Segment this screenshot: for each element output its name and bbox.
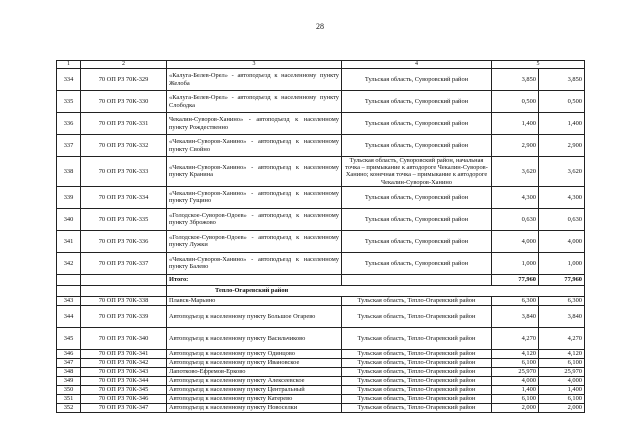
row-number: 351 <box>57 394 81 403</box>
section-title: Тепло-Огаревский район <box>167 285 585 296</box>
table-row <box>57 403 585 412</box>
road-code: 70 ОП РЗ 70К-335 <box>81 208 167 230</box>
road-name: «Чекалин-Суворов-Ханино» - автоподъезд к населенному пункту Кранина <box>167 157 342 187</box>
road-name: «Чекалин-Суворов-Ханино» - автоподъезд к населенному пункту Свойно <box>167 135 342 157</box>
total-row <box>57 274 585 285</box>
length-total-km: 2,000 <box>539 403 585 412</box>
road-code: 70 ОП РЗ 70К-336 <box>81 230 167 252</box>
road-name: Автоподъезд к населенному пункту Васильчиково <box>167 327 342 349</box>
row-number: 352 <box>57 403 81 412</box>
table-row <box>57 113 585 135</box>
road-code: 70 ОП РЗ 70К-330 <box>81 91 167 113</box>
page-number: 28 <box>316 22 324 31</box>
column-number: 4 <box>342 61 492 69</box>
row-number: 347 <box>57 358 81 367</box>
road-name: Автоподъезд к населенному пункту Алексеевское <box>167 376 342 385</box>
road-location: Тульская область, Суворовский район <box>342 252 492 274</box>
length-total-km: 4,000 <box>539 230 585 252</box>
road-location: Тульская область, Суворовский район <box>342 91 492 113</box>
length-km: 1,000 <box>492 252 539 274</box>
row-number: 335 <box>57 91 81 113</box>
length-total-km: 1,400 <box>539 385 585 394</box>
road-code: 70 ОП РЗ 70К-343 <box>81 367 167 376</box>
length-km: 0,500 <box>492 91 539 113</box>
row-number: 349 <box>57 376 81 385</box>
length-km: 3,850 <box>492 69 539 91</box>
column-number: 1 <box>57 61 81 69</box>
row-number: 334 <box>57 69 81 91</box>
empty-cell <box>57 274 81 285</box>
table-row <box>57 305 585 327</box>
road-code: 70 ОП РЗ 70К-334 <box>81 186 167 208</box>
length-km: 4,300 <box>492 186 539 208</box>
road-name: Автоподъезд к населенному пункту Большое Огарево <box>167 305 342 327</box>
road-code: 70 ОП РЗ 70К-342 <box>81 358 167 367</box>
column-number-row <box>57 61 585 69</box>
row-number: 344 <box>57 305 81 327</box>
length-total-km: 4,300 <box>539 186 585 208</box>
road-code: 70 ОП РЗ 70К-339 <box>81 305 167 327</box>
empty-cell <box>81 274 167 285</box>
length-km: 1,400 <box>492 113 539 135</box>
length-km: 0,630 <box>492 208 539 230</box>
road-location: Тульская область, Тепло-Огаревский район <box>342 358 492 367</box>
table-row <box>57 135 585 157</box>
length-km: 3,840 <box>492 305 539 327</box>
table-row <box>57 296 585 305</box>
table-row <box>57 157 585 187</box>
road-name: «Калуга-Белев-Орел» - автоподъезд к населенному пункту Слободка <box>167 91 342 113</box>
road-code: 70 ОП РЗ 70К-341 <box>81 349 167 358</box>
road-location: Тульская область, Тепло-Огаревский район <box>342 385 492 394</box>
row-number: 336 <box>57 113 81 135</box>
road-name: Автоподъезд к населенному пункту Центральный <box>167 385 342 394</box>
road-location: Тульская область, Суворовский район <box>342 208 492 230</box>
road-location: Тульская область, Тепло-Огаревский район <box>342 327 492 349</box>
length-km: 1,400 <box>492 385 539 394</box>
road-name: Автоподъезд к населенному пункту Новоселки <box>167 403 342 412</box>
table-row <box>57 327 585 349</box>
length-total-km: 6,300 <box>539 296 585 305</box>
road-location: Тульская область, Тепло-Огаревский район <box>342 403 492 412</box>
table-row <box>57 349 585 358</box>
length-km: 3,620 <box>492 157 539 187</box>
table-row <box>57 385 585 394</box>
length-total-km: 4,270 <box>539 327 585 349</box>
total-label: Итого: <box>167 274 342 285</box>
length-km: 6,100 <box>492 394 539 403</box>
road-code: 70 ОП РЗ 70К-346 <box>81 394 167 403</box>
road-name: Автоподъезд к населенному пункту Ивановское <box>167 358 342 367</box>
table-row <box>57 394 585 403</box>
length-total-km: 0,630 <box>539 208 585 230</box>
section-row <box>57 285 585 296</box>
length-km: 4,000 <box>492 230 539 252</box>
road-code: 70 ОП РЗ 70К-331 <box>81 113 167 135</box>
total-value: 77,960 <box>492 274 539 285</box>
length-km: 2,000 <box>492 403 539 412</box>
column-number: 3 <box>167 61 342 69</box>
road-name: Плавск-Марьино <box>167 296 342 305</box>
length-total-km: 3,620 <box>539 157 585 187</box>
length-km: 6,100 <box>492 358 539 367</box>
table-row <box>57 358 585 367</box>
table-row <box>57 230 585 252</box>
row-number: 343 <box>57 296 81 305</box>
length-km: 4,120 <box>492 349 539 358</box>
road-location: Тульская область, Суворовский район <box>342 113 492 135</box>
road-location: Тульская область, Тепло-Огаревский район <box>342 305 492 327</box>
road-name: Чекалин-Суворов-Ханино» - автоподъезд к населенному пункту Рождественно <box>167 113 342 135</box>
road-code: 70 ОП РЗ 70К-345 <box>81 385 167 394</box>
column-number: 5 <box>492 61 585 69</box>
total-value: 77,960 <box>539 274 585 285</box>
table-row <box>57 91 585 113</box>
road-name: «Чекалин-Суворов-Ханино» - автоподъезд к населенному пункту Балево <box>167 252 342 274</box>
road-name: «Калуга-Белев-Орел» - автоподъезд к населенному пункту Желоба <box>167 69 342 91</box>
row-number: 346 <box>57 349 81 358</box>
length-total-km: 4,120 <box>539 349 585 358</box>
length-km: 6,300 <box>492 296 539 305</box>
road-location: Тульская область, Тепло-Огаревский район <box>342 296 492 305</box>
length-total-km: 2,900 <box>539 135 585 157</box>
column-number: 2 <box>81 61 167 69</box>
length-total-km: 1,400 <box>539 113 585 135</box>
row-number: 345 <box>57 327 81 349</box>
length-km: 4,270 <box>492 327 539 349</box>
road-location: Тульская область, Суворовский район <box>342 186 492 208</box>
row-number: 348 <box>57 367 81 376</box>
empty-cell <box>342 274 492 285</box>
road-location: Тульская область, Суворовский район <box>342 230 492 252</box>
row-number: 337 <box>57 135 81 157</box>
empty-cell <box>81 285 167 296</box>
road-name: «Голодское-Суворов-Одоев» - автоподъезд к населенному пункту Зброжово <box>167 208 342 230</box>
row-number: 350 <box>57 385 81 394</box>
length-total-km: 3,850 <box>539 69 585 91</box>
road-location: Тульская область, Тепло-Огаревский район <box>342 349 492 358</box>
row-number: 342 <box>57 252 81 274</box>
road-register-table <box>56 60 585 413</box>
road-location: Тульская область, Тепло-Огаревский район <box>342 394 492 403</box>
road-name: Автоподъезд к населенному пункту Одинцово <box>167 349 342 358</box>
road-location: Тульская область, Суворовский район <box>342 69 492 91</box>
table-row <box>57 376 585 385</box>
table-row <box>57 69 585 91</box>
road-code: 70 ОП РЗ 70К-338 <box>81 296 167 305</box>
road-code: 70 ОП РЗ 70К-337 <box>81 252 167 274</box>
road-location: Тульская область, Суворовский район <box>342 135 492 157</box>
table-row <box>57 208 585 230</box>
road-location: Тульская область, Тепло-Огаревский район <box>342 376 492 385</box>
length-total-km: 25,970 <box>539 367 585 376</box>
length-total-km: 4,000 <box>539 376 585 385</box>
road-code: 70 ОП РЗ 70К-333 <box>81 157 167 187</box>
row-number: 339 <box>57 186 81 208</box>
table-row <box>57 252 585 274</box>
road-code: 70 ОП РЗ 70К-329 <box>81 69 167 91</box>
empty-cell <box>57 285 81 296</box>
length-total-km: 1,000 <box>539 252 585 274</box>
road-code: 70 ОП РЗ 70К-340 <box>81 327 167 349</box>
road-code: 70 ОП РЗ 70К-347 <box>81 403 167 412</box>
road-name: «Голодское-Суворов-Одоев» - автоподъезд к населенному пункту Лужки <box>167 230 342 252</box>
road-code: 70 ОП РЗ 70К-332 <box>81 135 167 157</box>
road-name: «Чекалин-Суворов-Ханино» - автоподъезд к населенному пункту Гущино <box>167 186 342 208</box>
row-number: 341 <box>57 230 81 252</box>
length-total-km: 3,840 <box>539 305 585 327</box>
row-number: 340 <box>57 208 81 230</box>
road-code: 70 ОП РЗ 70К-344 <box>81 376 167 385</box>
road-location: Тульская область, Суворовский район, начальная точка – примыкание к автодороге Чекалин-Суворов-Ханино; конечная точка – примыкание к автодороге Чекалин-Суворов-Ханино <box>342 157 492 187</box>
length-total-km: 6,100 <box>539 358 585 367</box>
row-number: 338 <box>57 157 81 187</box>
length-km: 25,970 <box>492 367 539 376</box>
length-km: 2,900 <box>492 135 539 157</box>
length-total-km: 6,100 <box>539 394 585 403</box>
length-km: 4,000 <box>492 376 539 385</box>
table-row <box>57 186 585 208</box>
table-row <box>57 367 585 376</box>
length-total-km: 0,500 <box>539 91 585 113</box>
road-name: Автоподъезд к населенному пункту Катерево <box>167 394 342 403</box>
road-location: Тульская область, Тепло-Огаревский район <box>342 367 492 376</box>
road-name: Лапотково-Ефремов-Ерково <box>167 367 342 376</box>
